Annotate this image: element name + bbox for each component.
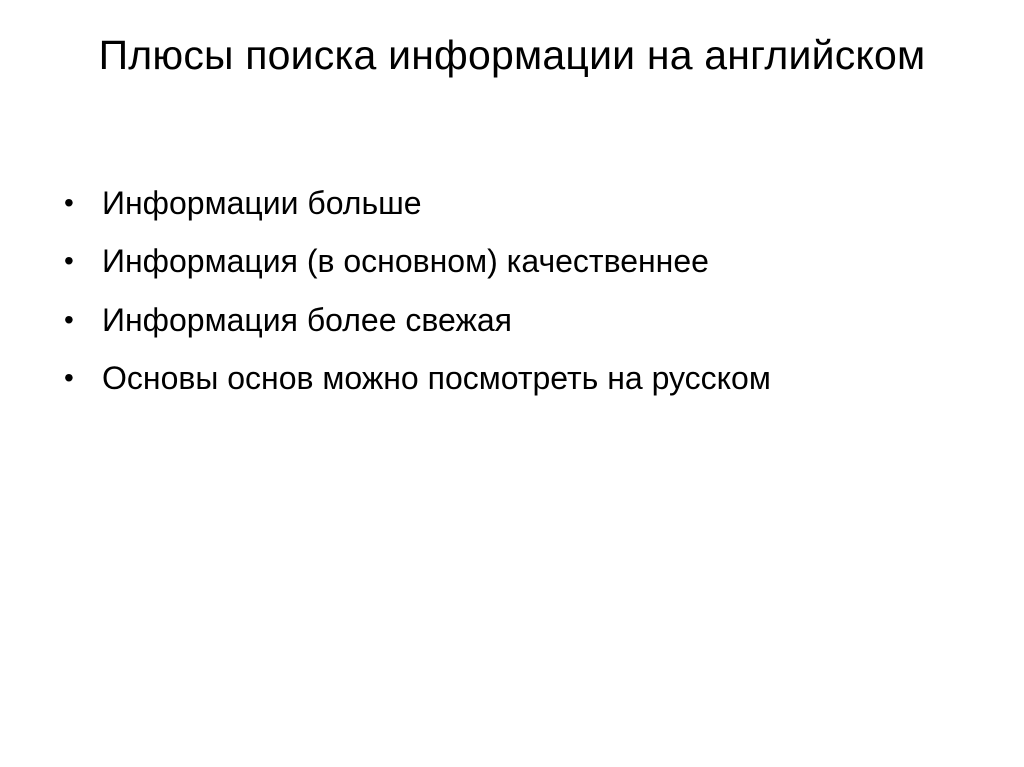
page-title: Плюсы поиска информации на английском <box>98 32 926 78</box>
bullet-point-icon: • <box>64 245 74 277</box>
list-item <box>52 183 952 224</box>
list-item <box>52 358 952 399</box>
list-item-label: Информация более свежая <box>102 301 512 338</box>
bullet-point-icon: • <box>64 303 74 335</box>
list-item-label: Информации больше <box>102 185 422 221</box>
bullet-point-icon: • <box>64 361 74 393</box>
list-item <box>52 300 952 341</box>
bullet-point-icon: • <box>64 187 74 218</box>
bullet-list <box>52 183 952 416</box>
list-item-label: Основы основ можно посмотреть на русском <box>102 359 771 396</box>
list-item <box>52 241 952 282</box>
list-item-label: Информация (в основном) качественнее <box>102 243 709 280</box>
